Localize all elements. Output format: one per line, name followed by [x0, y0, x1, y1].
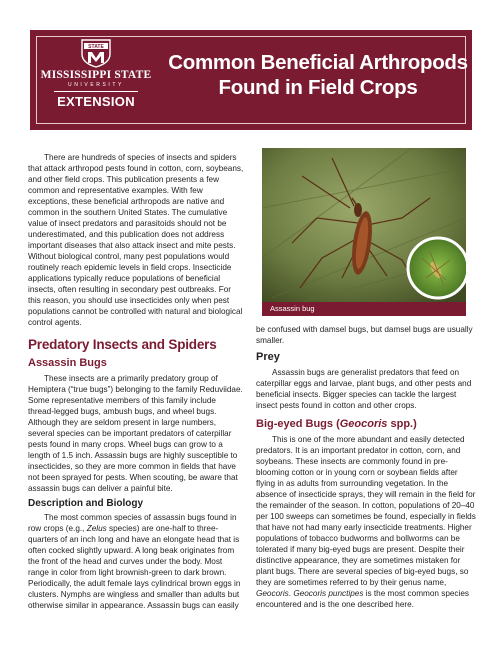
- bigeyed-text-1: This is one of the more abundant and easily detected predators. It is an important predator in cotton, corn, and soybeans. These insects are commonly found in pre-blooming cotton or in young corn or soybean fields after flying in as adults from surrounding vegetation. In the absence of insecticide sprays, they will remain in the field for the remainder of the season. In cotton, populations of 20–40 per 100 sweeps can sometimes be found, especially in fields that have not had many early insecticide treatments. Higher populations of tobacco budworms and bollworms can be tolerated if many big-eyed bugs are present. Despite their distinctive appearance, they are sometimes mistaken for plant bugs. There are several species of big-eyed bugs, so they are sometimes referred to by their genus name,: [256, 435, 476, 587]
- shield-text: STATE: [88, 44, 104, 50]
- assassin-bug-photo: [262, 148, 466, 302]
- photo-caption: Assassin bug: [262, 302, 466, 316]
- page-title: [168, 50, 468, 100]
- bigeyed-text-2: .: [288, 589, 294, 598]
- assassin-bug-illustration: [262, 148, 466, 302]
- logo-extension: EXTENSION: [57, 94, 135, 109]
- shield-icon: [79, 38, 113, 68]
- bigeyed-heading-text-1: Big-eyed Bugs (: [256, 418, 340, 430]
- assassin-paragraph: These insects are a primarily predatory group of Hemiptera (“true bugs”) belonging to the family Reduviidae. Some representative members of this family include thread-legged bugs, ambush bugs, and wheel bugs. Although they are seldom present in large numbers, several species can be important predators of caterpillar pests found in many crops. Wheel bugs can grow to a length of 1.5 inch. Assassin bugs are highly susceptible to insecticides, so they are more common in fields that have not been sprayed for pests. When scouting, be aware that assassin bugs can deliver a painful bite.: [28, 374, 243, 493]
- logo-university-word: UNIVERSITY: [67, 82, 124, 88]
- prey-paragraph: Assassin bugs are generalist predators that feed on caterpillar eggs and larvae, plant bugs, and other pests and beneficial insects. Bigger species can tackle the largest insect pests found in cotton and other crops.: [256, 368, 472, 410]
- bigeyed-genus-1: Geocoris: [256, 589, 289, 598]
- subheading-big-eyed-bugs: [256, 418, 476, 430]
- header-banner: [30, 30, 472, 130]
- title-line-2: Found in Field Crops: [218, 76, 418, 99]
- bigeyed-species: Geocoris punctipes: [293, 589, 364, 598]
- bigeyed-heading-text-2: spp.): [387, 418, 417, 430]
- title-line-1: Common Beneficial Arthropods: [168, 51, 468, 74]
- bigeyed-text-3: is the most common species encountered and is the one described here.: [256, 589, 469, 609]
- subheading-assassin-bugs: Assassin Bugs: [28, 357, 107, 369]
- desc-text-1: The most common species of assassin bugs found in row crops (e.g.,: [28, 513, 237, 533]
- subheading-prey: Prey: [256, 351, 280, 363]
- desc-genus-zelus: Zelus: [86, 524, 107, 533]
- continuation-paragraph: be confused with damsel bugs, but damsel bugs are usually smaller.: [256, 325, 473, 345]
- intro-paragraph: There are hundreds of species of insects and spiders that attack arthropod pests found in cotton, corn, soybeans, and other field crops. This publication presents a few common and representative examples. With few exceptions, these beneficial arthropods are native and common in the southern United States. The cumulative value of insect predators and parasitoids should not be underestimated, and this publication does not address important diseases that also attack insect and mite pests. Without biological control, many pest populations would routinely reach epidemic levels in field crops. Insecticide applications typically reduce populations of beneficial insects, often resulting in secondary pest outbreaks. For this reason, you should use insecticides only when pest populations cannot be controlled with natural and biological control agents.: [28, 153, 244, 327]
- logo-university-name: MISSISSIPPI STATE: [40, 69, 152, 81]
- subheading-description-biology: Description and Biology: [28, 498, 144, 509]
- section-heading-predatory: Predatory Insects and Spiders: [28, 337, 217, 352]
- desc-text-2: species) are one-half to three-quarters of an inch long and have an elongate head that is often cocked slightly upward. A long beak originates from the front of the head and curves under the body. Most range in color from light brownish-green to dark brown. Periodically, the adult female lays cylindrical brown eggs in clusters. Nymphs are wingless and smaller than adults but otherwise similar in appearance. Assassin bugs can easily: [28, 524, 241, 610]
- logo-divider: [54, 91, 138, 92]
- bigeyed-paragraph: [256, 434, 476, 610]
- bigeyed-heading-genus: Geocoris: [339, 418, 388, 430]
- description-paragraph: [28, 512, 244, 611]
- right-column: [256, 148, 476, 610]
- msu-extension-logo: [40, 38, 152, 109]
- left-column: [28, 152, 244, 611]
